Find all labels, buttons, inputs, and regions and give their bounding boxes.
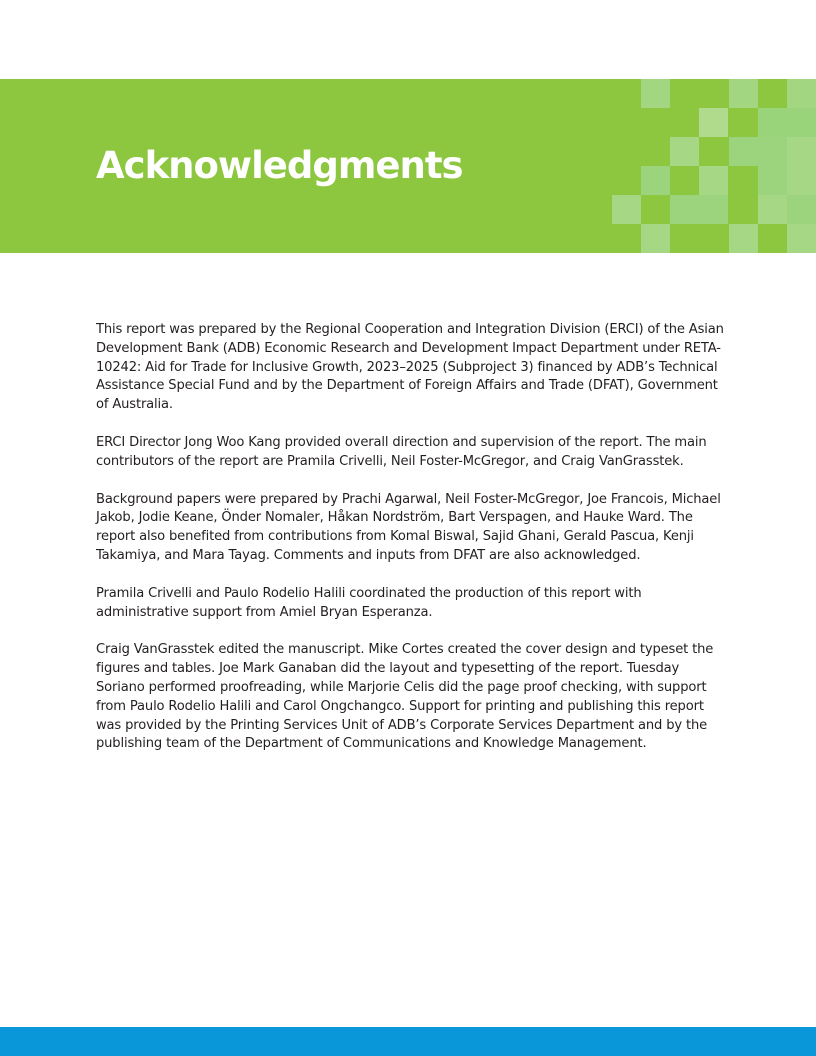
acknowledgments-body xyxy=(96,321,726,773)
paragraph-direction-contributors: ERCI Director Jong Woo Kang provided overall direction and supervision of the report. The main contributors of the report are Pramila Crivelli, Neil Foster-McGregor, and Craig VanGrasstek. xyxy=(96,434,707,469)
paragraph-coordination: Pramila Crivelli and Paulo Rodelio Halili coordinated the production of this report with administrative support from Amiel Bryan Esperanza. xyxy=(96,585,642,620)
header-banner xyxy=(0,79,816,253)
page-title: Acknowledgments xyxy=(96,144,463,187)
footer-bar xyxy=(0,1027,816,1056)
paragraph-report-preparation: This report was prepared by the Regional Cooperation and Integration Division (ERCI) of the Asian Development Bank (ADB) Economic Research and Development Impact Department under RETA-10242: Aid for Trade for Inclusive Growth, 2023–2025 (Subproject 3) financed by ADB’s Technical Assistance Special Fund and by the Department of Foreign Affairs and Trade (DFAT), Government of Australia. xyxy=(96,322,724,413)
paragraph-background-papers: Background papers were prepared by Prachi Agarwal, Neil Foster-McGregor, Joe Francois, Michael Jakob, Jodie Keane, Önder Nomaler, Håkan Nordström, Bart Verspagen, and Hauke Ward. The report also benefited from contributions from Komal Biswal, Sajid Ghani, Gerald Pascua, Kenji Takamiya, and Mara Tayag. Comments and inputs from DFAT are also acknowledged. xyxy=(96,491,721,563)
paragraph-editing-publishing: Craig VanGrasstek edited the manuscript. Mike Cortes created the cover design and typeset the figures and tables. Joe Mark Ganaban did the layout and typesetting of the report. Tuesday Soriano performed proofreading, while Marjorie Celis did the page proof checking, with support from Paulo Rodelio Halili and Carol Ongchangco. Support for printing and publishing this report was provided by the Printing Services Unit of ADB’s Corporate Services Department and by the publishing team of the Department of Communications and Knowledge Management. xyxy=(96,642,714,752)
